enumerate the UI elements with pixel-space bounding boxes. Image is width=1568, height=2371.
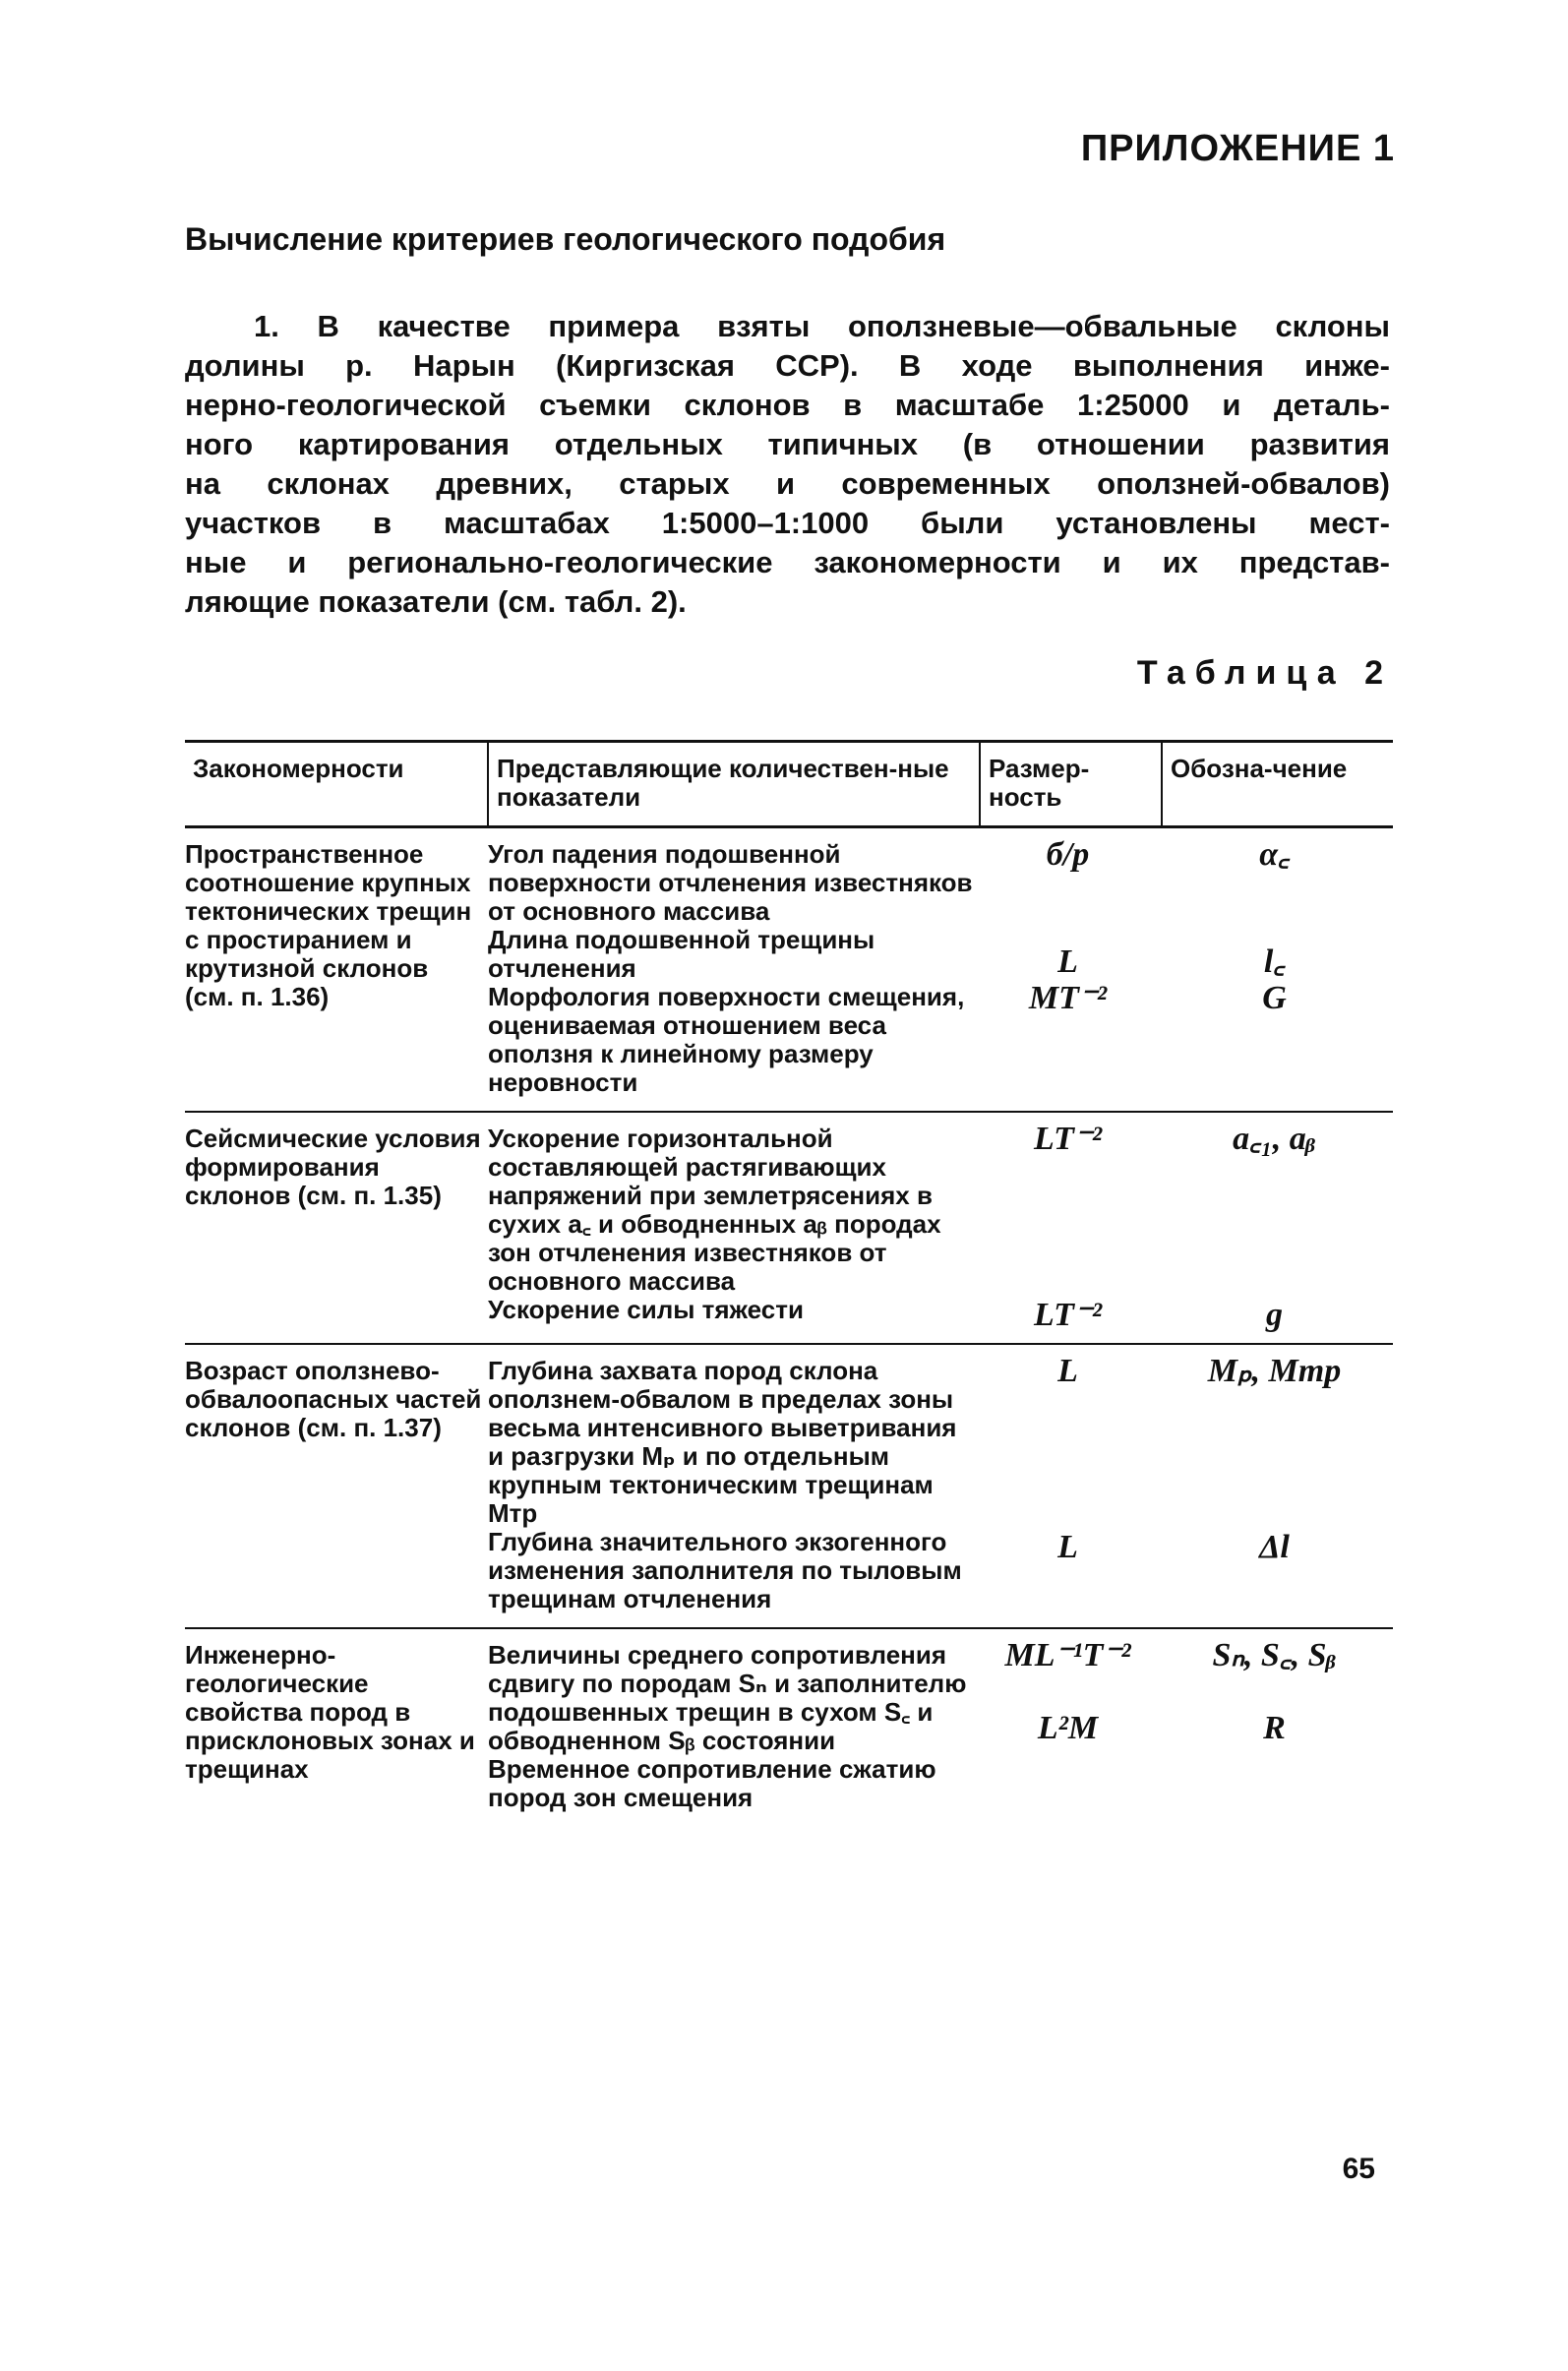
dimension-value: L²M	[1037, 1710, 1099, 1746]
pattern-cell: Сейсмические условия формирования склонов (см. п. 1.35)	[185, 1112, 488, 1344]
symbol-value: G	[1262, 980, 1287, 1016]
dimension-value: б/р	[1046, 836, 1090, 873]
indicator-text: Угол падения подошвенной поверхности отчленения известняков от основного массива	[488, 839, 973, 926]
pattern-cell: Инженерно-геологические свойства пород в присклоновых зонах и трещинах	[185, 1628, 488, 1826]
symbol-value: α꜀	[1259, 836, 1290, 873]
dimension-cell	[980, 827, 1162, 1113]
indicator-text: Глубина захвата пород склона оползнем-обвалом в пределах зоны весьма интенсивного выветривания и разгрузки Mₚ и по отдельным крупным тектоническим трещинам Mтр	[488, 1356, 957, 1528]
symbol-cell	[1162, 1628, 1393, 1826]
dimension-value: MT⁻²	[1028, 980, 1108, 1016]
paragraph-line: на склонах древних, старых и современных оползней-обвалов)	[185, 466, 1390, 501]
indicators-cell	[488, 1344, 980, 1628]
header-symbol: Обозна-чение	[1162, 742, 1393, 827]
indicator-text: Морфология поверхности смещения, оцениваемая отношением веса оползня к линейному размеру неровности	[488, 982, 965, 1097]
header-indicators: Представляющие количествен-ные показатели	[488, 742, 980, 827]
table-caption: Таблица 2	[1136, 654, 1393, 692]
indicator-text: Глубина значительного экзогенного изменения заполнителя по тыловым трещинам отчленения	[488, 1527, 962, 1613]
paragraph-line: ные и регионально-геологические закономерности и их представ-	[185, 545, 1390, 579]
dimension-cell	[980, 1344, 1162, 1628]
dimension-value: L	[1057, 943, 1078, 980]
header-dimension: Размер-ность	[980, 742, 1162, 827]
pattern-cell: Возраст оползнево-обвалоопасных частей склонов (см. п. 1.37)	[185, 1344, 488, 1628]
dimension-value: L	[1057, 1529, 1078, 1565]
dimension-cell	[980, 1628, 1162, 1826]
paragraph-line: ляющие показатели (см. табл. 2).	[185, 584, 687, 619]
criteria-table	[185, 740, 1393, 1826]
indicator-text: Временное сопротивление сжатию пород зон смещения	[488, 1754, 936, 1812]
dimension-value: LT⁻²	[1033, 1121, 1103, 1157]
page-number: 65	[1342, 2153, 1375, 2185]
indicators-cell	[488, 1112, 980, 1344]
indicator-text: Ускорение горизонтальной составляющей растягивающих напряжений при землетрясениях в сухих a꜀ и обводненных aᵦ породах зон отчленения известняков от основного массива	[488, 1124, 941, 1296]
paragraph-line: ного картирования отдельных типичных (в отношении развития	[185, 427, 1390, 461]
symbol-value: l꜀	[1263, 943, 1286, 980]
symbol-cell	[1162, 827, 1393, 1113]
indicators-cell	[488, 827, 980, 1113]
dimension-value: L	[1057, 1353, 1078, 1389]
symbol-value: Mₚ, Mтр	[1207, 1353, 1342, 1389]
table-row	[185, 1112, 1393, 1344]
paragraph-line: долины р. Нарын (Киргизская ССР). В ходе выполнения инже-	[185, 348, 1390, 383]
paragraph-line: участков в масштабах 1:5000–1:1000 были установлены мест-	[185, 506, 1390, 540]
symbol-value: Δl	[1259, 1529, 1290, 1565]
paragraph-line: нерно-геологической съемки склонов в масштабе 1:25000 и деталь-	[185, 388, 1390, 422]
dimension-value: ML⁻¹T⁻²	[1004, 1637, 1131, 1673]
dimension-cell	[980, 1112, 1162, 1344]
paragraph-line: 1. В качестве примера взяты оползневые—обвальные склоны	[254, 309, 1390, 343]
section-title: Вычисление критериев геологического подобия	[185, 221, 946, 257]
pattern-cell: Пространственное соотношение крупных тектонических трещин с простиранием и крутизной склонов (см. п. 1.36)	[185, 839, 472, 1011]
symbol-cell	[1162, 1112, 1393, 1344]
table-row	[185, 1344, 1393, 1628]
indicator-text: Величины среднего сопротивления сдвигу по породам Sₙ и заполнителю подошвенных трещин в сухом S꜀ и обводненном Sᵦ состоянии	[488, 1640, 967, 1755]
table-header-row	[185, 742, 1393, 827]
table-row	[185, 827, 1393, 1113]
symbol-value: R	[1263, 1710, 1286, 1746]
symbol-cell	[1162, 1344, 1393, 1628]
indicators-cell	[488, 1628, 980, 1826]
indicator-text: Ускорение силы тяжести	[488, 1295, 804, 1324]
symbol-value: Sₙ, S꜀, Sᵦ	[1212, 1637, 1337, 1673]
appendix-label: ПРИЛОЖЕНИЕ 1	[1080, 128, 1395, 169]
intro-paragraph	[185, 307, 1390, 622]
header-patterns: Закономерности	[185, 742, 488, 827]
symbol-value: g	[1266, 1297, 1283, 1333]
table-row	[185, 1628, 1393, 1826]
dimension-value: LT⁻²	[1033, 1297, 1103, 1333]
symbol-value: a꜀₁, aᵦ	[1233, 1121, 1316, 1157]
indicator-text: Длина подошвенной трещины отчленения	[488, 925, 875, 983]
